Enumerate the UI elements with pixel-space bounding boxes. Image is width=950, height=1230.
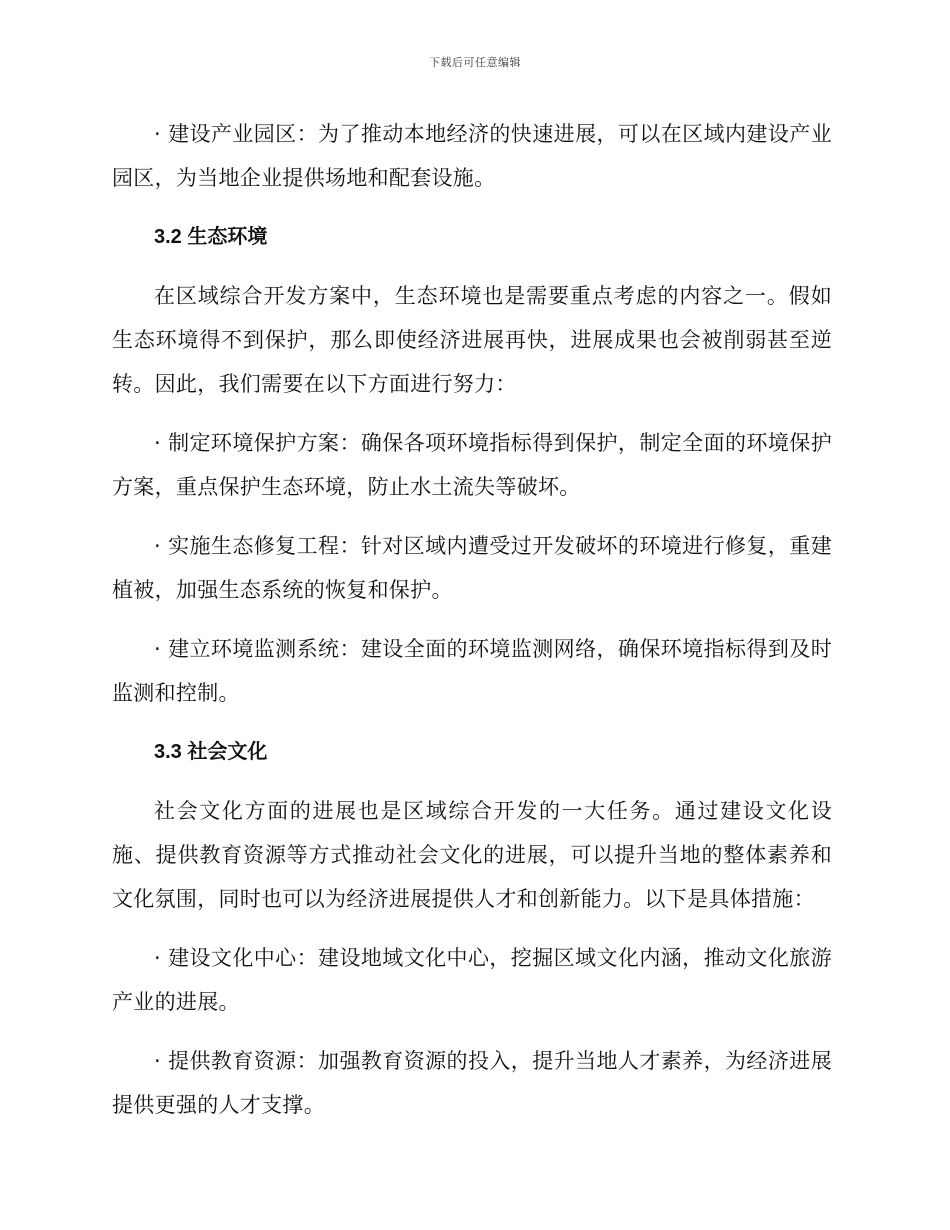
- document-body: [112, 112, 832, 1142]
- bullet-monitoring-system: · 建立环境监测系统：建设全面的环境监测网络，确保环境指标得到及时监测和控制。: [112, 637, 832, 705]
- bullet-culture-center: · 建设文化中心：建设地域文化中心，挖掘区域文化内涵，推动文化旅游产业的进展。: [112, 946, 832, 1014]
- bullet-environment-plan: · 制定环境保护方案：确保各项环境指标得到保护，制定全面的环境保护方案，重点保护生态环境，防止水土流失等破坏。: [112, 431, 832, 499]
- section-heading-culture: 3.3 社会文化: [154, 741, 268, 763]
- culture-intro-paragraph: 社会文化方面的进展也是区域综合开发的一大任务。通过建设文化设施、提供教育资源等方式推动社会文化的进展，可以提升当地的整体素养和文化氛围，同时也可以为经济进展提供人才和创新能力。以下是具体措施：: [112, 799, 832, 911]
- section-heading-ecology: 3.2 生态环境: [154, 226, 268, 248]
- bullet-industrial-park: · 建设产业园区：为了推动本地经济的快速进展，可以在区域内建设产业园区，为当地企业提供场地和配套设施。: [112, 122, 832, 190]
- bullet-ecological-restoration: · 实施生态修复工程：针对区域内遭受过开发破坏的环境进行修复，重建植被，加强生态系统的恢复和保护。: [112, 534, 832, 602]
- header-note: 下载后可任意编辑: [429, 56, 521, 69]
- bullet-education-resources: · 提供教育资源：加强教育资源的投入，提升当地人才素养，为经济进展提供更强的人才支撑。: [112, 1049, 832, 1117]
- ecology-intro-paragraph: 在区域综合开发方案中，生态环境也是需要重点考虑的内容之一。假如生态环境得不到保护，那么即使经济进展再快，进展成果也会被削弱甚至逆转。因此，我们需要在以下方面进行努力：: [112, 284, 832, 396]
